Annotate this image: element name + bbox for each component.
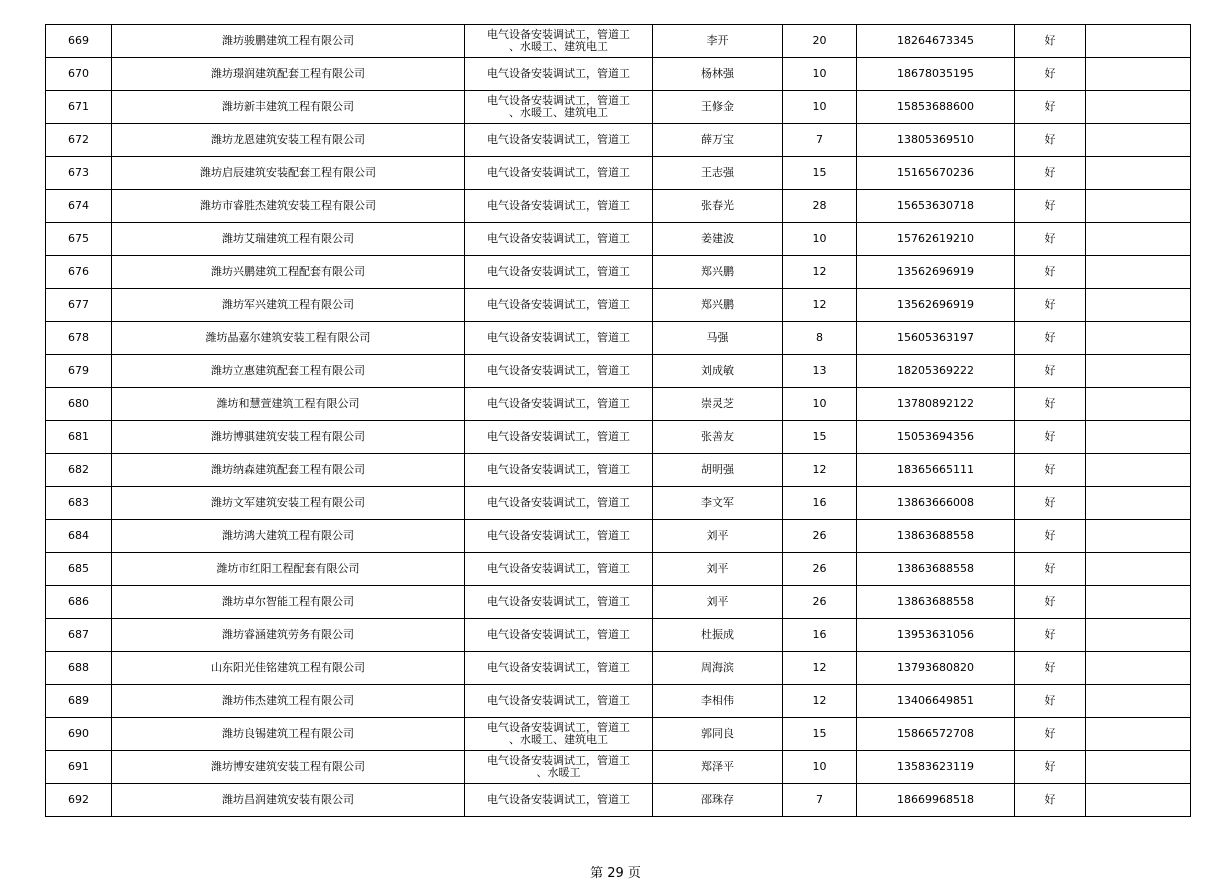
cell-contact-name: 刘平	[653, 520, 783, 553]
cell-rating: 好	[1015, 454, 1086, 487]
cell-company: 潍坊鸿大建筑工程有限公司	[112, 520, 465, 553]
table-row	[46, 91, 1191, 124]
cell-job-type: 电气设备安装调试工，管道工	[465, 652, 653, 685]
cell-count: 12	[783, 652, 857, 685]
cell-count: 26	[783, 520, 857, 553]
cell-count: 16	[783, 619, 857, 652]
cell-note	[1086, 25, 1191, 58]
cell-count: 10	[783, 388, 857, 421]
cell-contact-name: 杜振成	[653, 619, 783, 652]
cell-company: 潍坊睿涵建筑劳务有限公司	[112, 619, 465, 652]
cell-phone: 15053694356	[857, 421, 1015, 454]
cell-job-type: 电气设备安装调试工，管道工	[465, 157, 653, 190]
cell-job-type: 电气设备安装调试工，管道工	[465, 619, 653, 652]
cell-note	[1086, 223, 1191, 256]
table-row	[46, 256, 1191, 289]
cell-contact-name: 郑兴鹏	[653, 289, 783, 322]
cell-phone: 13953631056	[857, 619, 1015, 652]
cell-count: 26	[783, 586, 857, 619]
cell-company: 潍坊纳森建筑配套工程有限公司	[112, 454, 465, 487]
cell-job-type: 电气设备安装调试工，管道工 、水暖工	[465, 751, 653, 784]
cell-company: 潍坊艾瑞建筑工程有限公司	[112, 223, 465, 256]
cell-count: 15	[783, 718, 857, 751]
cell-rating: 好	[1015, 619, 1086, 652]
cell-note	[1086, 751, 1191, 784]
cell-contact-name: 崇灵芝	[653, 388, 783, 421]
cell-contact-name: 邵珠存	[653, 784, 783, 817]
table-row	[46, 652, 1191, 685]
table-row	[46, 58, 1191, 91]
table-row	[46, 586, 1191, 619]
cell-index: 686	[46, 586, 112, 619]
cell-note	[1086, 256, 1191, 289]
cell-phone: 15853688600	[857, 91, 1015, 124]
cell-count: 10	[783, 58, 857, 91]
cell-contact-name: 李开	[653, 25, 783, 58]
cell-count: 12	[783, 454, 857, 487]
data-table	[45, 24, 1191, 817]
cell-note	[1086, 91, 1191, 124]
cell-index: 672	[46, 124, 112, 157]
cell-index: 676	[46, 256, 112, 289]
cell-count: 12	[783, 256, 857, 289]
cell-contact-name: 马强	[653, 322, 783, 355]
table-row	[46, 421, 1191, 454]
cell-index: 670	[46, 58, 112, 91]
cell-phone: 15653630718	[857, 190, 1015, 223]
cell-rating: 好	[1015, 289, 1086, 322]
table-row	[46, 520, 1191, 553]
cell-contact-name: 李文军	[653, 487, 783, 520]
cell-index: 682	[46, 454, 112, 487]
cell-rating: 好	[1015, 124, 1086, 157]
cell-company: 潍坊博骐建筑安装工程有限公司	[112, 421, 465, 454]
cell-phone: 13863688558	[857, 520, 1015, 553]
cell-note	[1086, 421, 1191, 454]
cell-contact-name: 郭同良	[653, 718, 783, 751]
table-row	[46, 190, 1191, 223]
cell-rating: 好	[1015, 520, 1086, 553]
cell-count: 7	[783, 784, 857, 817]
cell-contact-name: 王修金	[653, 91, 783, 124]
cell-contact-name: 刘成敏	[653, 355, 783, 388]
cell-note	[1086, 289, 1191, 322]
table-row	[46, 289, 1191, 322]
cell-rating: 好	[1015, 355, 1086, 388]
cell-rating: 好	[1015, 322, 1086, 355]
cell-job-type: 电气设备安装调试工，管道工	[465, 256, 653, 289]
cell-contact-name: 刘平	[653, 586, 783, 619]
cell-note	[1086, 124, 1191, 157]
cell-rating: 好	[1015, 223, 1086, 256]
cell-index: 683	[46, 487, 112, 520]
cell-count: 15	[783, 421, 857, 454]
cell-rating: 好	[1015, 586, 1086, 619]
table-row	[46, 322, 1191, 355]
cell-job-type: 电气设备安装调试工，管道工	[465, 520, 653, 553]
cell-rating: 好	[1015, 553, 1086, 586]
cell-note	[1086, 58, 1191, 91]
cell-phone: 13863688558	[857, 553, 1015, 586]
cell-note	[1086, 784, 1191, 817]
cell-phone: 13863688558	[857, 586, 1015, 619]
cell-note	[1086, 355, 1191, 388]
cell-note	[1086, 388, 1191, 421]
cell-count: 10	[783, 91, 857, 124]
cell-company: 潍坊军兴建筑工程有限公司	[112, 289, 465, 322]
cell-index: 691	[46, 751, 112, 784]
cell-contact-name: 郑泽平	[653, 751, 783, 784]
cell-job-type: 电气设备安装调试工，管道工 、水暖工、建筑电工	[465, 91, 653, 124]
cell-phone: 15866572708	[857, 718, 1015, 751]
table-row	[46, 553, 1191, 586]
cell-contact-name: 薛万宝	[653, 124, 783, 157]
cell-index: 677	[46, 289, 112, 322]
cell-index: 681	[46, 421, 112, 454]
cell-company: 潍坊立惠建筑配套工程有限公司	[112, 355, 465, 388]
cell-note	[1086, 685, 1191, 718]
cell-phone: 13583623119	[857, 751, 1015, 784]
cell-rating: 好	[1015, 91, 1086, 124]
cell-index: 687	[46, 619, 112, 652]
table-row	[46, 223, 1191, 256]
cell-note	[1086, 652, 1191, 685]
cell-count: 8	[783, 322, 857, 355]
cell-job-type: 电气设备安装调试工，管道工	[465, 190, 653, 223]
cell-contact-name: 胡明强	[653, 454, 783, 487]
cell-count: 10	[783, 223, 857, 256]
cell-company: 潍坊和慧萱建筑工程有限公司	[112, 388, 465, 421]
cell-contact-name: 周海滨	[653, 652, 783, 685]
cell-job-type: 电气设备安装调试工，管道工	[465, 685, 653, 718]
cell-note	[1086, 157, 1191, 190]
cell-company: 潍坊博安建筑安装工程有限公司	[112, 751, 465, 784]
cell-index: 684	[46, 520, 112, 553]
cell-rating: 好	[1015, 487, 1086, 520]
cell-phone: 13780892122	[857, 388, 1015, 421]
cell-phone: 15605363197	[857, 322, 1015, 355]
cell-count: 13	[783, 355, 857, 388]
cell-count: 16	[783, 487, 857, 520]
cell-note	[1086, 520, 1191, 553]
cell-company: 山东阳光佳铭建筑工程有限公司	[112, 652, 465, 685]
cell-index: 688	[46, 652, 112, 685]
cell-company: 潍坊骏鹏建筑工程有限公司	[112, 25, 465, 58]
cell-rating: 好	[1015, 25, 1086, 58]
cell-contact-name: 李相伟	[653, 685, 783, 718]
cell-rating: 好	[1015, 58, 1086, 91]
cell-index: 669	[46, 25, 112, 58]
cell-count: 12	[783, 289, 857, 322]
cell-rating: 好	[1015, 421, 1086, 454]
cell-rating: 好	[1015, 685, 1086, 718]
cell-count: 20	[783, 25, 857, 58]
cell-count: 28	[783, 190, 857, 223]
cell-index: 689	[46, 685, 112, 718]
cell-phone: 13406649851	[857, 685, 1015, 718]
cell-company: 潍坊市睿胜杰建筑安装工程有限公司	[112, 190, 465, 223]
cell-count: 12	[783, 685, 857, 718]
table-row	[46, 454, 1191, 487]
table-row	[46, 124, 1191, 157]
table-row	[46, 157, 1191, 190]
cell-rating: 好	[1015, 784, 1086, 817]
cell-job-type: 电气设备安装调试工，管道工	[465, 784, 653, 817]
cell-job-type: 电气设备安装调试工，管道工	[465, 421, 653, 454]
cell-note	[1086, 190, 1191, 223]
cell-rating: 好	[1015, 652, 1086, 685]
cell-index: 690	[46, 718, 112, 751]
cell-company: 潍坊卓尔智能工程有限公司	[112, 586, 465, 619]
cell-job-type: 电气设备安装调试工，管道工	[465, 454, 653, 487]
cell-index: 680	[46, 388, 112, 421]
cell-rating: 好	[1015, 718, 1086, 751]
cell-company: 潍坊文军建筑安装工程有限公司	[112, 487, 465, 520]
table-row	[46, 751, 1191, 784]
cell-note	[1086, 454, 1191, 487]
cell-phone: 13562696919	[857, 289, 1015, 322]
cell-company: 潍坊晶嘉尔建筑安装工程有限公司	[112, 322, 465, 355]
table-row	[46, 784, 1191, 817]
cell-company: 潍坊璟润建筑配套工程有限公司	[112, 58, 465, 91]
cell-job-type: 电气设备安装调试工，管道工	[465, 355, 653, 388]
cell-company: 潍坊市红阳工程配套有限公司	[112, 553, 465, 586]
cell-index: 674	[46, 190, 112, 223]
cell-rating: 好	[1015, 157, 1086, 190]
cell-phone: 18365665111	[857, 454, 1015, 487]
cell-contact-name: 刘平	[653, 553, 783, 586]
cell-rating: 好	[1015, 190, 1086, 223]
cell-count: 26	[783, 553, 857, 586]
cell-company: 潍坊良锡建筑工程有限公司	[112, 718, 465, 751]
cell-company: 潍坊昌润建筑安装有限公司	[112, 784, 465, 817]
table-row	[46, 388, 1191, 421]
table-row	[46, 718, 1191, 751]
cell-phone: 18678035195	[857, 58, 1015, 91]
cell-index: 679	[46, 355, 112, 388]
cell-note	[1086, 586, 1191, 619]
cell-job-type: 电气设备安装调试工，管道工	[465, 58, 653, 91]
cell-job-type: 电气设备安装调试工，管道工 、水暖工、建筑电工	[465, 25, 653, 58]
cell-contact-name: 姜建波	[653, 223, 783, 256]
cell-contact-name: 王志强	[653, 157, 783, 190]
cell-index: 685	[46, 553, 112, 586]
cell-phone: 15762619210	[857, 223, 1015, 256]
cell-job-type: 电气设备安装调试工，管道工	[465, 487, 653, 520]
cell-phone: 13793680820	[857, 652, 1015, 685]
cell-index: 673	[46, 157, 112, 190]
cell-phone: 18669968518	[857, 784, 1015, 817]
cell-company: 潍坊伟杰建筑工程有限公司	[112, 685, 465, 718]
cell-rating: 好	[1015, 388, 1086, 421]
cell-contact-name: 郑兴鹏	[653, 256, 783, 289]
cell-phone: 18205369222	[857, 355, 1015, 388]
cell-index: 678	[46, 322, 112, 355]
cell-job-type: 电气设备安装调试工，管道工	[465, 124, 653, 157]
cell-contact-name: 张春光	[653, 190, 783, 223]
cell-contact-name: 杨林强	[653, 58, 783, 91]
cell-note	[1086, 718, 1191, 751]
cell-job-type: 电气设备安装调试工，管道工 、水暖工、建筑电工	[465, 718, 653, 751]
cell-job-type: 电气设备安装调试工，管道工	[465, 553, 653, 586]
cell-job-type: 电气设备安装调试工，管道工	[465, 388, 653, 421]
cell-index: 692	[46, 784, 112, 817]
cell-job-type: 电气设备安装调试工，管道工	[465, 223, 653, 256]
cell-contact-name: 张善友	[653, 421, 783, 454]
table-row	[46, 619, 1191, 652]
cell-count: 7	[783, 124, 857, 157]
cell-job-type: 电气设备安装调试工，管道工	[465, 289, 653, 322]
cell-company: 潍坊新丰建筑工程有限公司	[112, 91, 465, 124]
table-row	[46, 355, 1191, 388]
cell-phone: 15165670236	[857, 157, 1015, 190]
cell-index: 675	[46, 223, 112, 256]
cell-index: 671	[46, 91, 112, 124]
page-number: 第 29 页	[590, 866, 641, 881]
cell-company: 潍坊龙恩建筑安装工程有限公司	[112, 124, 465, 157]
cell-company: 潍坊启辰建筑安装配套工程有限公司	[112, 157, 465, 190]
cell-company: 潍坊兴鹏建筑工程配套有限公司	[112, 256, 465, 289]
cell-note	[1086, 322, 1191, 355]
cell-count: 15	[783, 157, 857, 190]
cell-phone: 13805369510	[857, 124, 1015, 157]
cell-phone: 13863666008	[857, 487, 1015, 520]
table-row	[46, 25, 1191, 58]
table-row	[46, 685, 1191, 718]
cell-count: 10	[783, 751, 857, 784]
cell-job-type: 电气设备安装调试工，管道工	[465, 322, 653, 355]
cell-note	[1086, 619, 1191, 652]
cell-rating: 好	[1015, 751, 1086, 784]
cell-job-type: 电气设备安装调试工，管道工	[465, 586, 653, 619]
cell-note	[1086, 487, 1191, 520]
cell-note	[1086, 553, 1191, 586]
table-row	[46, 487, 1191, 520]
cell-rating: 好	[1015, 256, 1086, 289]
cell-phone: 13562696919	[857, 256, 1015, 289]
cell-phone: 18264673345	[857, 25, 1015, 58]
